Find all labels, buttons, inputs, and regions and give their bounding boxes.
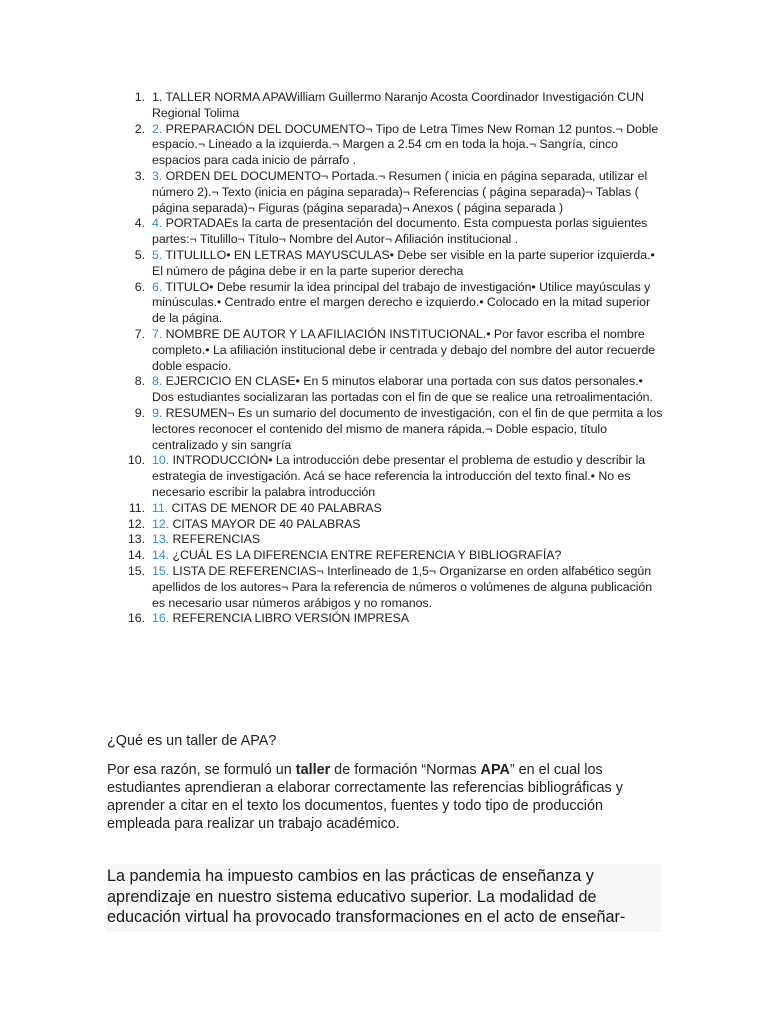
list-item: 3. 3. ORDEN DEL DOCUMENTO¬ Portada.¬ Resumen ( inicia en página separada, utilizar el número 2).¬ Texto (inicia en página separada)¬ Referencias ( página separada)¬ Tablas ( página separada)¬ Figuras (página separada)¬ Anexos ( página separada ) (134, 168, 648, 215)
list-item-inner-number[interactable]: 8. (152, 374, 163, 389)
list-item-text: LISTA DE REFERENCIAS¬ Interlineado de 1,5¬ Organizarse en orden alfabético según apellidos de los autores¬ Para la referencia de números o volúmenes de alguna publicación es necesario usar números arábigos y no romanos. (152, 563, 653, 610)
list-item-inner-number[interactable]: 13. (152, 532, 170, 547)
bold-term-apa: APA (480, 762, 510, 778)
list-item-text: REFERENCIA LIBRO VERSIÓN IMPRESA (169, 611, 410, 626)
list-item-inner-number[interactable]: 5. (152, 247, 163, 262)
list-item: 12. 12. CITAS MAYOR DE 40 PALABRAS (127, 516, 361, 531)
list-item: 7. 7. NOMBRE DE AUTOR Y LA AFILIACIÓN INSTITUCIONAL.• Por favor escriba el nombre completo.• La afiliación institucional debe ir centrada y debajo del nombre del autor recuerde doble espacio. (134, 326, 656, 373)
list-item-inner-number[interactable]: 16. (152, 611, 170, 626)
list-item: 14. 14. ¿CUÁL ES LA DIFERENCIA ENTRE REFERENCIA Y BIBLIOGRAFÍA? (127, 548, 562, 563)
list-item-inner-number[interactable]: 10. (152, 453, 170, 468)
list-item: 11. 11. CITAS DE MENOR DE 40 PALABRAS (128, 500, 382, 515)
list-item-text: RESUMEN¬ Es un sumario del documento de investigación, con el fin de que permita a los lectores reconocer el contenido del mismo de manera rápida.¬ Doble espacio, título centralizado y sin sangría (152, 405, 663, 452)
list-item: 5. 5. TITULILLO• EN LETRAS MAYUSCULAS• Debe ser visible en la parte superior izquierda.• El número de página debe ir en la parte superior derecha (134, 247, 655, 278)
list-item-text: PORTADAEs la carta de presentación del documento. Esta compuesta porlas siguientes partes:¬ Titulillo¬ Título¬ Nombre del Autor¬ Afiliación institucional . (152, 216, 648, 247)
list-item-inner-number[interactable]: 3. (152, 168, 163, 183)
list-item-inner-number[interactable]: 14. (152, 548, 170, 563)
list-item-text: INTRODUCCIÓN• La introducción debe presentar el problema de estudio y describir la estrategia de investigación. Acá se hace referencia la introducción del texto final.• No es necesario escribir la palabra introducción (152, 453, 646, 499)
list-item-inner-number[interactable]: 2. (152, 121, 163, 136)
list-item-text: EJERCICIO EN CLASE• En 5 minutos elaborar una portada con sus datos personales.• Dos estudiantes socializaran las portadas con el fin de que se realice una retroalimentación. (152, 374, 653, 405)
list-item-text: ¿CUÁL ES LA DIFERENCIA ENTRE REFERENCIA Y BIBLIOGRAFÍA? (169, 548, 562, 563)
list-item-text: TITULILLO• EN LETRAS MAYUSCULAS• Debe ser visible en la parte superior izquierda.• El número de página debe ir en la parte superior derecha (152, 247, 655, 278)
list-item-inner-number[interactable]: 12. (152, 516, 170, 531)
list-item-text: NOMBRE DE AUTOR Y LA AFILIACIÓN INSTITUCIONAL.• Por favor escriba el nombre completo.• La afiliación institucional debe ir centrada y debajo del nombre del autor recuerde doble espacio. (152, 326, 656, 373)
list-item: 13. 13. REFERENCIAS (127, 532, 261, 547)
list-item: 10. 10. INTRODUCCIÓN• La introducción debe presentar el problema de estudio y describir la estrategia de investigación. Acá se hace referencia la introducción del texto final.• No es necesario escribir la palabra introducción (127, 453, 646, 499)
list-item: 4. 4. PORTADAEs la carta de presentación del documento. Esta compuesta porlas siguientes partes:¬ Titulillo¬ Título¬ Nombre del Autor¬ Afiliación institucional . (134, 216, 648, 247)
list-item-inner-number[interactable]: 4. (152, 216, 163, 231)
list-item-inner-number[interactable]: 6. (152, 279, 163, 294)
highlighted-paragraph: La pandemia ha impuesto cambios en las prácticas de enseñanza y aprendizaje en nuestro sistema educativo superior. La modalidad de educación virtual ha provocado transformaciones en el acto de enseñar- (107, 864, 662, 932)
list-item: 15. 15. LISTA DE REFERENCIAS¬ Interlineado de 1,5¬ Organizarse en orden alfabético según apellidos de los autores¬ Para la referencia de números o volúmenes de alguna publicación es necesario usar números arábigos y no romanos. (127, 563, 653, 610)
list-item-text: CITAS MAYOR DE 40 PALABRAS (169, 516, 361, 531)
question-heading: ¿Qué es un taller de APA? (107, 733, 277, 749)
list-item: 6. 6. TITULO• Debe resumir la idea principal del trabajo de investigación• Utilice mayúsculas y minúsculas.• Centrado entre el margen derecho e izquierdo.• Colocado en la mitad superior de la página. (134, 279, 651, 326)
list-item-inner-number: 1. (152, 90, 163, 104)
numbered-slide-list (120, 90, 665, 627)
list-item-text: TALLER NORMA APAWilliam Guillermo Naranjo Acosta Coordinador Investigación CUN Regional Tolima (152, 90, 644, 120)
list-item: 2. 2. PREPARACIÓN DEL DOCUMENTO¬ Tipo de Letra Times New Roman 12 puntos.¬ Doble espacio.¬ Lineado a la izquierda.¬ Margen a 2.54 cm en toda la hoja.¬ Sangría, cinco espacios para cada inicio de párrafo . (134, 121, 659, 168)
list-item-text: PREPARACIÓN DEL DOCUMENTO¬ Tipo de Letra Times New Roman 12 puntos.¬ Doble espacio.¬ Lineado a la izquierda.¬ Margen a 2.54 cm en toda la hoja.¬ Sangría, cinco espacios para cada inicio de párrafo . (152, 121, 659, 168)
list-item: 1. 1. TALLER NORMA APAWilliam Guillermo Naranjo Acosta Coordinador Investigación CUN Regional Tolima (134, 90, 644, 120)
answer-paragraph: Por esa razón, se formuló un taller de formación “Normas APA” en el cual los estudiantes aprendieran a elaborar correctamente las referencias bibliográficas y aprender a citar en el texto los documentos, fuentes y todo tipo de producción empleada para realizar un trabajo académico. (107, 762, 623, 832)
list-item: 8. 8. EJERCICIO EN CLASE• En 5 minutos elaborar una portada con sus datos personales.• Dos estudiantes socializaran las portadas con el fin de que se realice una retroalimentación. (134, 374, 653, 405)
list-item-text: REFERENCIAS (169, 532, 261, 547)
list-item-inner-number[interactable]: 9. (152, 405, 163, 420)
list-item-text: TITULO• Debe resumir la idea principal del trabajo de investigación• Utilice mayúsculas y minúsculas.• Centrado entre el margen derecho e izquierdo.• Colocado en la mitad superior de la página. (152, 279, 651, 326)
list-item-inner-number[interactable]: 11. (152, 500, 169, 515)
bold-term-taller: taller (295, 762, 331, 778)
list-item-text: ORDEN DEL DOCUMENTO¬ Portada.¬ Resumen ( inicia en página separada, utilizar el número 2).¬ Texto (inicia en página separada)¬ Referencias ( página separada)¬ Tablas ( página separada)¬ Figuras (página separada)¬ Anexos ( página separada ) (152, 168, 648, 215)
list-item: 16. 16. REFERENCIA LIBRO VERSIÓN IMPRESA (127, 611, 410, 626)
list-item-text: CITAS DE MENOR DE 40 PALABRAS (168, 500, 382, 515)
list-item-inner-number[interactable]: 15. (152, 563, 170, 578)
list-item-inner-number[interactable]: 7. (152, 326, 163, 341)
list-item: 9. 9. RESUMEN¬ Es un sumario del documento de investigación, con el fin de que permita a los lectores reconocer el contenido del mismo de manera rápida.¬ Doble espacio, título centralizado y sin sangría (134, 405, 663, 452)
